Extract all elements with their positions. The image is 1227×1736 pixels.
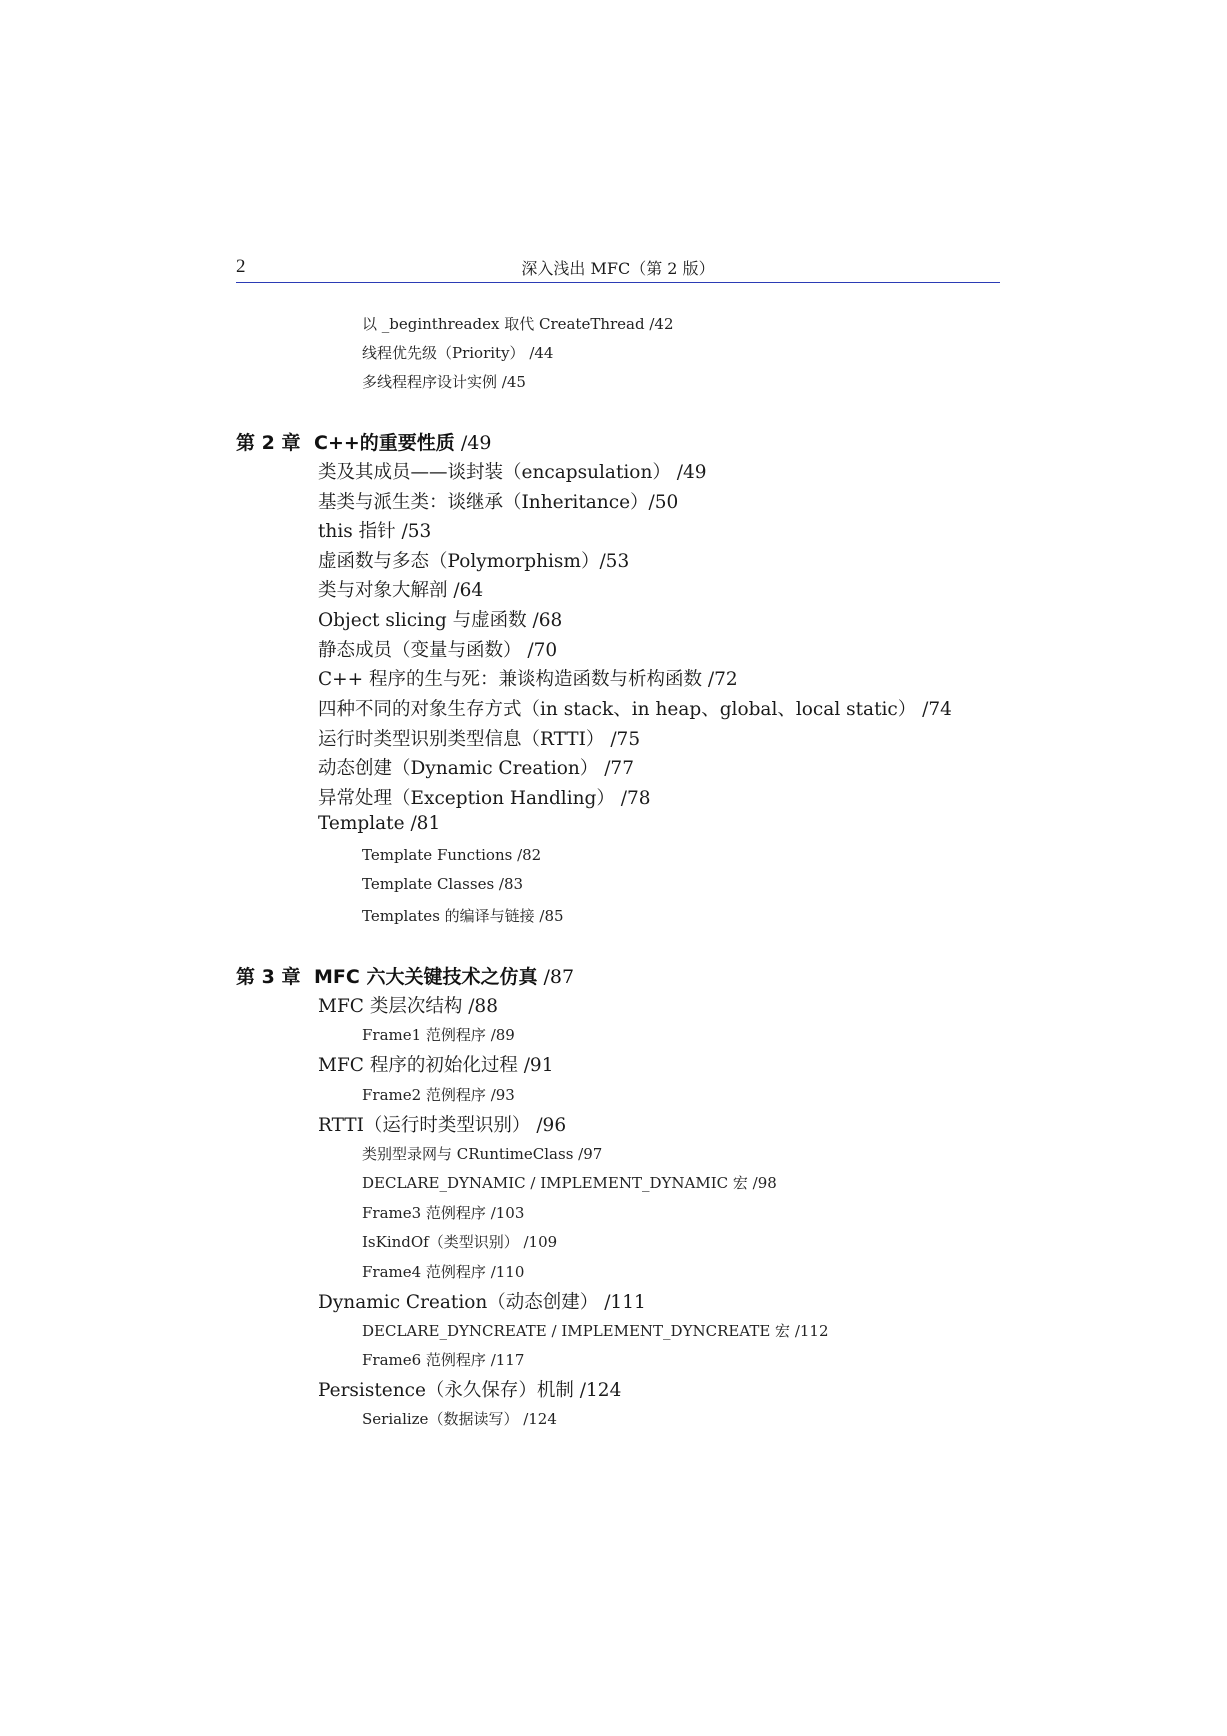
toc-entry: C++ 程序的生与死：兼谈构造函数与析构函数 /72	[318, 669, 738, 690]
toc-subentry: Frame2 范例程序 /93	[362, 1086, 515, 1104]
toc-subentry: 以 _beginthreadex 取代 CreateThread /42	[362, 315, 674, 333]
toc-entry: 类及其成员——谈封装（encapsulation） /49	[318, 462, 707, 483]
toc-subentry: Frame1 范例程序 /89	[362, 1026, 515, 1044]
toc-entry: Object slicing 与虚函数 /68	[318, 610, 563, 631]
toc-subentry: Templates 的编译与链接 /85	[362, 907, 564, 925]
toc-subentry: Template Functions /82	[362, 846, 542, 864]
chapter-number: 第 2 章	[236, 432, 301, 454]
toc-subentry: Frame4 范例程序 /110	[362, 1263, 525, 1281]
toc-entry: 异常处理（Exception Handling） /78	[318, 788, 651, 809]
page-header	[236, 256, 1000, 283]
toc-subentry: DECLARE_DYNCREATE / IMPLEMENT_DYNCREATE 宏 /112	[362, 1322, 829, 1340]
toc-entry: this 指针 /53	[318, 521, 432, 542]
page-number: 2	[236, 256, 246, 277]
toc-entry: 虚函数与多态（Polymorphism）/53	[318, 551, 630, 572]
chapter-page: /87	[537, 966, 575, 988]
toc-entry: 静态成员（变量与函数） /70	[318, 640, 558, 661]
toc-entry: MFC 程序的初始化过程 /91	[318, 1055, 554, 1076]
toc-entry: Persistence（永久保存）机制 /124	[318, 1380, 622, 1401]
chapter-heading-2	[236, 428, 491, 455]
chapter-number: 第 3 章	[236, 966, 301, 988]
toc-entry: MFC 类层次结构 /88	[318, 996, 498, 1017]
toc-entry: 动态创建（Dynamic Creation） /77	[318, 758, 634, 779]
toc-subentry: Frame6 范例程序 /117	[362, 1351, 525, 1369]
running-title: 深入浅出 MFC（第 2 版）	[521, 259, 715, 278]
toc-entry: Template /81	[318, 813, 441, 834]
toc-entry: RTTI（运行时类型识别） /96	[318, 1115, 567, 1136]
chapter-title: C++的重要性质	[314, 432, 455, 454]
chapter-heading-3	[236, 962, 574, 989]
toc-entry: Dynamic Creation（动态创建） /111	[318, 1292, 646, 1313]
toc-entry: 运行时类型识别类型信息（RTTI） /75	[318, 729, 641, 750]
toc-entry: 四种不同的对象生存方式（in stack、in heap、global、local static） /74	[318, 699, 952, 720]
toc-subentry: 线程优先级（Priority） /44	[362, 344, 554, 362]
toc-subentry: Serialize（数据读写） /124	[362, 1410, 557, 1428]
toc-entry: 基类与派生类：谈继承（Inheritance）/50	[318, 492, 679, 513]
toc-subentry: DECLARE_DYNAMIC / IMPLEMENT_DYNAMIC 宏 /98	[362, 1174, 777, 1192]
chapter-page: /49	[454, 432, 492, 454]
toc-subentry: Frame3 范例程序 /103	[362, 1204, 525, 1222]
toc-subentry: 多线程程序设计实例 /45	[362, 373, 526, 391]
toc-subentry: 类别型录网与 CRuntimeClass /97	[362, 1145, 603, 1163]
toc-subentry: Template Classes /83	[362, 875, 524, 893]
toc-subentry: IsKindOf（类型识别） /109	[362, 1233, 558, 1251]
toc-entry: 类与对象大解剖 /64	[318, 580, 484, 601]
chapter-title: MFC 六大关键技术之仿真	[314, 966, 538, 988]
